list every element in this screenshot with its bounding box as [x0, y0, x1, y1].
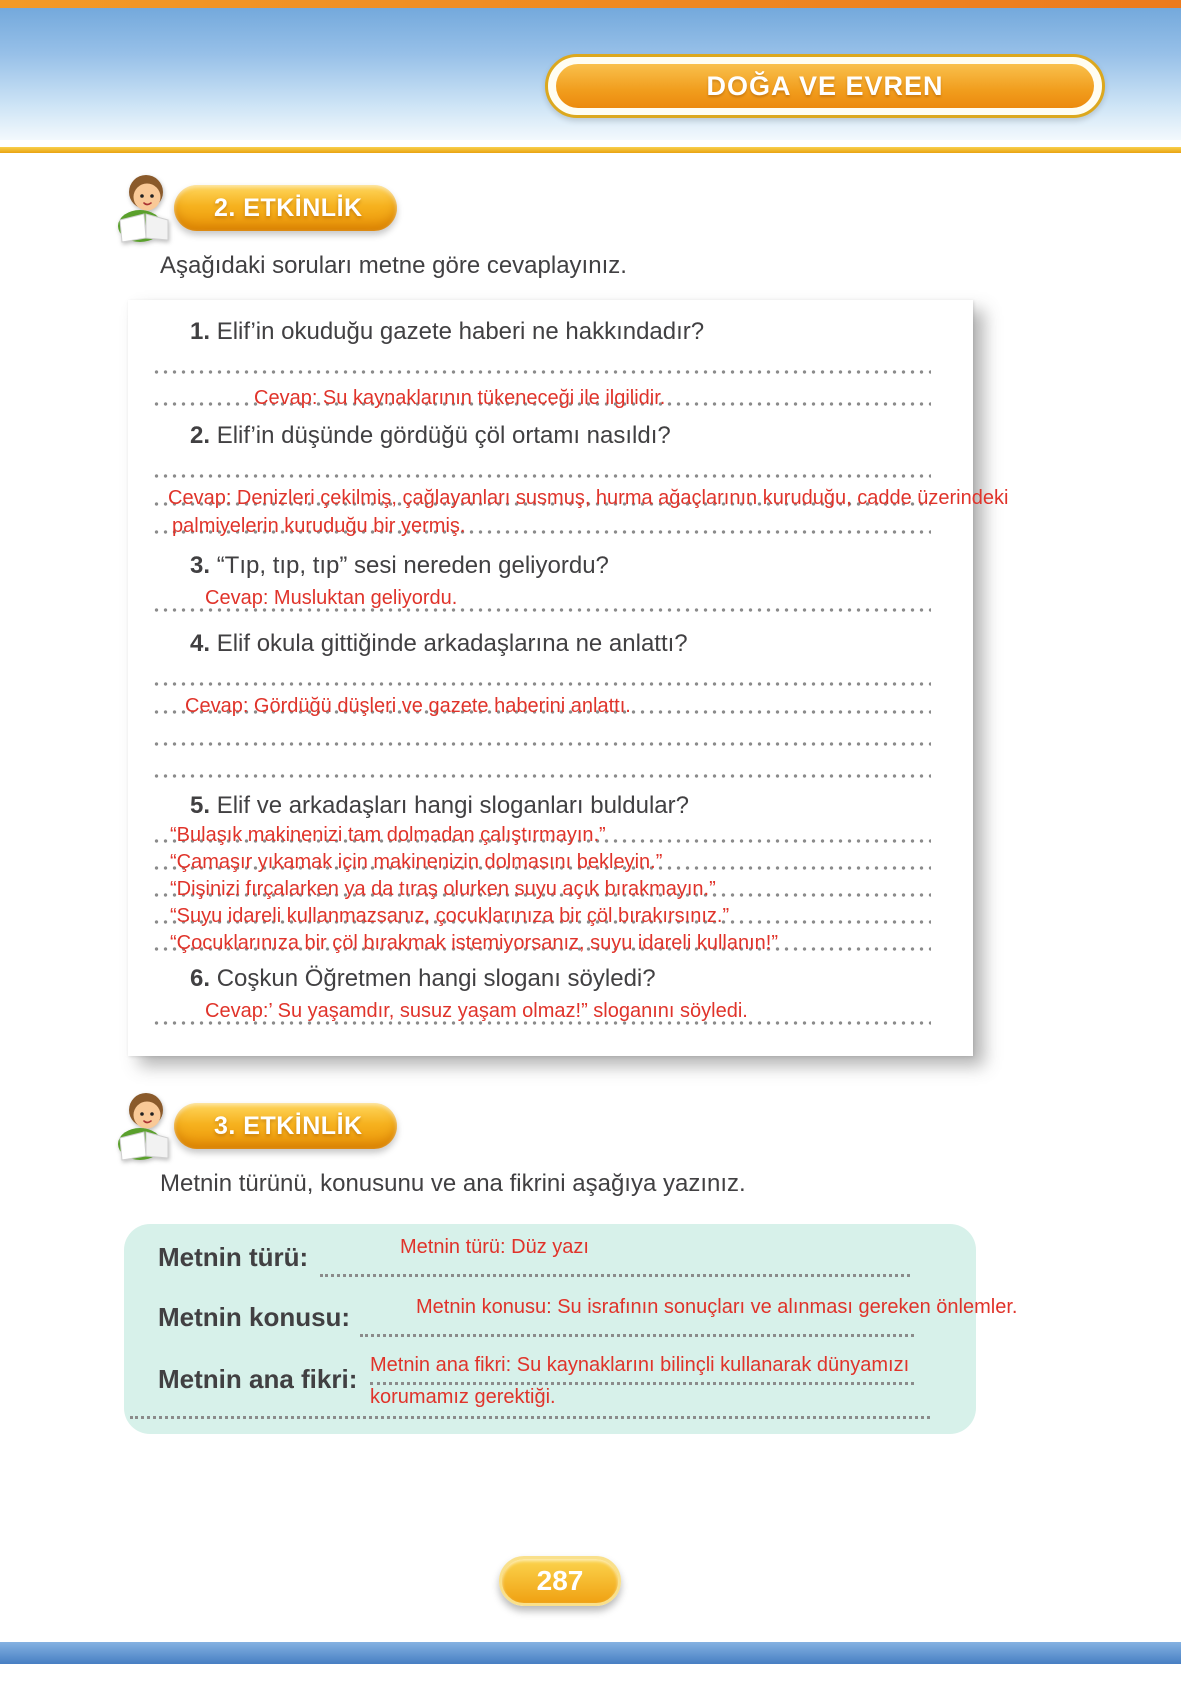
answer-4-text: Cevap: Gördüğü düşleri ve gazete haberini anlattı.: [185, 695, 631, 717]
answer-line: [152, 903, 931, 930]
answer-line: [320, 1274, 910, 1277]
mascot-icon: [102, 1086, 190, 1166]
question-5-number: 5.: [190, 792, 211, 819]
field-label-anafikir: Metnin ana fikri:: [158, 1364, 358, 1394]
slogan-2: “Çamaşır yıkamak için makinenizin dolmasını bekleyin.”: [170, 851, 663, 873]
answer-line: [152, 822, 931, 849]
question-1-number: 1.: [190, 318, 211, 345]
answer-line: [152, 484, 1009, 512]
mascot-icon: [102, 168, 190, 248]
slogan-1: “Bulaşık makinenizi tam dolmadan çalıştırmayın.”: [170, 824, 606, 846]
field-label-konu: Metnin konusu:: [158, 1302, 351, 1332]
question-1: [152, 316, 931, 348]
answer-1-text: Cevap: Su kaynaklarının tükeneceği ile ilgilidir.: [254, 387, 666, 409]
answer-line: [152, 380, 931, 412]
answer-line: [152, 452, 931, 484]
activity2-instruction: Aşağıdaki soruları metne göre cevaplayınız.: [160, 252, 627, 279]
question-2-text: Elif’in düşünde gördüğü çöl ortamı nasıldı?: [216, 422, 671, 449]
answer-line: [152, 930, 931, 957]
field-answer-anafikir-line2: korumamız gerektiği.: [370, 1386, 556, 1408]
field-answer-konu: Metnin konusu: Su israfının sonuçları ve alınması gereken önlemler.: [416, 1296, 1018, 1318]
answer-line: [152, 348, 931, 380]
answer-line: [130, 1416, 930, 1419]
question-3: [152, 550, 931, 582]
slogan-3: “Dişinizi fırçalarken ya da tıraş olurken suyu açık bırakmayın.”: [170, 878, 716, 900]
answer-line: [152, 582, 931, 618]
answer-line: [152, 995, 931, 1031]
slogan-4: “Suyu idareli kullanmazsanız, çocuklarınıza bir çöl bırakırsınız.”: [170, 905, 730, 927]
page-number-badge: 287: [499, 1556, 621, 1606]
answer-line: [360, 1334, 914, 1337]
answer-line: [152, 720, 931, 752]
mint-panel: [124, 1224, 1018, 1434]
answer-line: [370, 1382, 914, 1385]
question-3-number: 3.: [190, 552, 211, 579]
answer-line: [152, 660, 931, 692]
activity3-badge-row: [102, 1086, 397, 1166]
answer-line: [152, 849, 931, 876]
answer-2-line1: Cevap: Denizleri çekilmiş, çağlayanları susmuş, hurma ağaçlarının kuruduğu, cadde üzerindeki: [168, 487, 1009, 509]
question-4-number: 4.: [190, 630, 211, 657]
top-accent-strip: [0, 0, 1181, 8]
answer-6-text: Cevap:’ Su yaşamdır, susuz yaşam olmaz!” sloganını söyledi.: [205, 1000, 748, 1022]
answer-line: [152, 876, 931, 903]
answer-line: [152, 512, 931, 540]
activity2-badge: 2. ETKİNLİK: [174, 185, 397, 231]
activity3-badge: 3. ETKİNLİK: [174, 1103, 397, 1149]
activity2-badge-row: [102, 168, 397, 248]
slogan-5: “Çocuklarınıza bir çöl bırakmak istemiyorsanız, suyu idareli kullanın!”: [170, 932, 778, 954]
question-5-text: Elif ve arkadaşları hangi sloganları buldular?: [216, 792, 689, 819]
gold-divider: [0, 147, 1181, 153]
answer-2-line2: palmiyelerin kuruduğu bir yermiş.: [172, 515, 466, 537]
answer-line: [152, 752, 931, 784]
field-answer-anafikir-line1: Metnin ana fikri: Su kaynaklarını bilinçli kullanarak dünyamızı: [370, 1354, 910, 1376]
footer-bar: [0, 1642, 1181, 1664]
question-6: [152, 963, 931, 995]
question-4-text: Elif okula gittiğinde arkadaşlarına ne anlattı?: [216, 630, 688, 657]
question-6-text: Coşkun Öğretmen hangi sloganı söyledi?: [216, 965, 656, 992]
question-1-text: Elif’in okuduğu gazete haberi ne hakkındadır?: [216, 318, 705, 345]
answers-card: [128, 300, 1009, 1056]
question-2: [152, 420, 931, 452]
field-label-tur: Metnin türü:: [158, 1242, 309, 1272]
question-4: [152, 628, 931, 660]
unit-title: DOĞA VE EVREN: [556, 64, 1094, 108]
unit-title-pill: [545, 54, 1105, 118]
activity3-instruction: Metnin türünü, konusunu ve ana fikrini aşağıya yazınız.: [160, 1170, 746, 1197]
answer-line: [152, 692, 931, 720]
field-answer-tur: Metnin türü: Düz yazı: [400, 1236, 589, 1258]
question-6-number: 6.: [190, 965, 211, 992]
question-5: [152, 790, 931, 822]
answer-3-text: Cevap: Musluktan geliyordu.: [205, 587, 458, 609]
question-3-text: “Tıp, tıp, tıp” sesi nereden geliyordu?: [216, 552, 609, 579]
question-2-number: 2.: [190, 422, 211, 449]
